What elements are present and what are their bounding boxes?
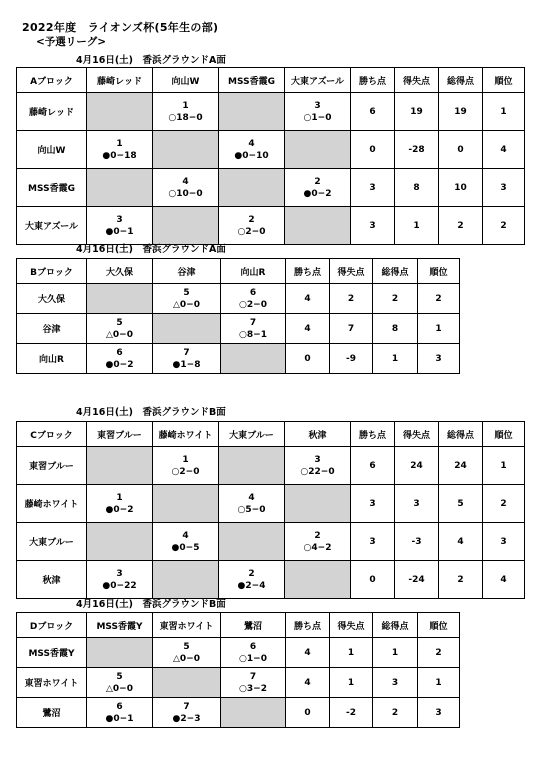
- block-label: Cブロック: [17, 422, 87, 447]
- match-cell: [221, 668, 286, 698]
- match-number: 2: [314, 176, 321, 187]
- rank-value: 1: [483, 447, 525, 485]
- self-match-cell: [153, 668, 221, 698]
- match-result: ○2−0: [171, 466, 200, 477]
- match-cell: [87, 207, 153, 245]
- goal-diff-value: 19: [395, 93, 439, 131]
- match-number: 7: [183, 347, 190, 358]
- match-cell: [153, 284, 221, 314]
- stat-header: 勝ち点: [286, 259, 330, 284]
- goal-diff-value: 1: [330, 668, 373, 698]
- self-match-cell: [285, 207, 351, 245]
- rank-value: 2: [418, 638, 460, 668]
- team-name: 谷津: [17, 314, 87, 344]
- match-cell: [221, 314, 286, 344]
- goals-for-value: 5: [439, 485, 483, 523]
- block-a-table: [16, 67, 525, 245]
- goals-for-value: 3: [373, 668, 418, 698]
- stat-header: 順位: [483, 68, 525, 93]
- points-value: 3: [351, 207, 395, 245]
- unplayed-cell: [87, 523, 153, 561]
- match-result: ●0−5: [171, 542, 200, 553]
- goal-diff-value: -9: [330, 344, 373, 374]
- match-result: ○8−1: [239, 329, 267, 340]
- goal-diff-value: 1: [395, 207, 439, 245]
- stat-header: 勝ち点: [286, 613, 330, 638]
- block-a-date: 4月16日(土) 香浜グラウンドA面: [76, 55, 226, 66]
- rank-value: 1: [418, 314, 460, 344]
- self-match-cell: [153, 485, 219, 523]
- match-cell: [285, 447, 351, 485]
- match-number: 4: [182, 530, 189, 541]
- opponent-header: 向山W: [153, 68, 219, 93]
- self-match-cell: [219, 523, 285, 561]
- match-result: △0−0: [173, 653, 200, 664]
- goals-for-value: 8: [373, 314, 418, 344]
- match-result: △0−0: [106, 683, 133, 694]
- unplayed-cell: [153, 207, 219, 245]
- team-name: 向山W: [17, 131, 87, 169]
- opponent-header: 藤崎レッド: [87, 68, 153, 93]
- match-cell: [153, 169, 219, 207]
- team-name: 大久保: [17, 284, 87, 314]
- match-cell: [87, 131, 153, 169]
- match-result: ○3−2: [239, 683, 267, 694]
- match-result: △0−0: [106, 329, 133, 340]
- points-value: 6: [351, 447, 395, 485]
- unplayed-cell: [285, 485, 351, 523]
- opponent-header: 大東ブルー: [219, 422, 285, 447]
- stat-header: 得失点: [330, 613, 373, 638]
- match-cell: [285, 523, 351, 561]
- match-number: 3: [116, 214, 123, 225]
- team-name: 大東ブルー: [17, 523, 87, 561]
- match-number: 1: [182, 100, 189, 111]
- goals-for-value: 1: [373, 638, 418, 668]
- goals-for-value: 4: [439, 523, 483, 561]
- goal-diff-value: 2: [330, 284, 373, 314]
- match-result: △0−0: [173, 299, 200, 310]
- rank-value: 3: [483, 523, 525, 561]
- unplayed-cell: [219, 447, 285, 485]
- goals-for-value: 0: [439, 131, 483, 169]
- table-row: [17, 314, 460, 344]
- goals-for-value: 2: [439, 207, 483, 245]
- goals-for-value: 2: [373, 284, 418, 314]
- match-number: 7: [183, 701, 190, 712]
- match-number: 5: [116, 317, 123, 328]
- match-cell: [219, 207, 285, 245]
- goals-for-value: 1: [373, 344, 418, 374]
- opponent-header: 大東アズール: [285, 68, 351, 93]
- opponent-header: MSS香霞Y: [87, 613, 153, 638]
- match-result: ○10−0: [168, 188, 203, 199]
- opponent-header: 東習ホワイト: [153, 613, 221, 638]
- match-cell: [285, 169, 351, 207]
- table-row: [17, 561, 525, 599]
- match-cell: [153, 698, 221, 728]
- self-match-cell: [87, 638, 153, 668]
- stat-header: 順位: [418, 259, 460, 284]
- self-match-cell: [221, 698, 286, 728]
- table-row: [17, 668, 460, 698]
- document-subtitle: <予選リーグ>: [36, 36, 107, 48]
- match-result: ○2−0: [237, 226, 266, 237]
- points-value: 4: [286, 668, 330, 698]
- match-cell: [219, 131, 285, 169]
- match-result: ○4−2: [303, 542, 332, 553]
- match-result: ●0−2: [303, 188, 332, 199]
- match-cell: [285, 93, 351, 131]
- table-row: [17, 207, 525, 245]
- match-cell: [221, 638, 286, 668]
- rank-value: 2: [483, 485, 525, 523]
- table-row: [17, 523, 525, 561]
- self-match-cell: [221, 344, 286, 374]
- team-name: 東習ブルー: [17, 447, 87, 485]
- table-row: [17, 344, 460, 374]
- match-number: 1: [116, 138, 123, 149]
- unplayed-cell: [219, 93, 285, 131]
- rank-value: 4: [483, 561, 525, 599]
- match-result: ○1−0: [303, 112, 332, 123]
- match-result: ●1−8: [172, 359, 201, 370]
- goal-diff-value: 24: [395, 447, 439, 485]
- match-result: ●0−1: [105, 713, 134, 724]
- match-cell: [221, 284, 286, 314]
- stat-header: 総得点: [373, 613, 418, 638]
- team-name: 秋津: [17, 561, 87, 599]
- match-result: ●0−2: [105, 359, 134, 370]
- block-c-date: 4月16日(土) 香浜グラウンドB面: [76, 407, 226, 418]
- goal-diff-value: 8: [395, 169, 439, 207]
- match-number: 3: [314, 454, 321, 465]
- points-value: 4: [286, 638, 330, 668]
- block-b-table: [16, 258, 460, 374]
- self-match-cell: [219, 169, 285, 207]
- match-number: 3: [116, 568, 123, 579]
- team-name: MSS香霞Y: [17, 638, 87, 668]
- document-title: 2022年度 ライオンズ杯(5年生の部): [22, 21, 219, 34]
- match-cell: [87, 485, 153, 523]
- match-cell: [153, 93, 219, 131]
- self-match-cell: [87, 93, 153, 131]
- goal-diff-value: 3: [395, 485, 439, 523]
- rank-value: 3: [418, 344, 460, 374]
- goals-for-value: 10: [439, 169, 483, 207]
- self-match-cell: [285, 561, 351, 599]
- table-row: [17, 485, 525, 523]
- rank-value: 3: [418, 698, 460, 728]
- table-row: [17, 93, 525, 131]
- goal-diff-value: -3: [395, 523, 439, 561]
- stat-header: 総得点: [439, 422, 483, 447]
- match-result: ●0−2: [105, 504, 134, 515]
- match-cell: [153, 344, 221, 374]
- match-result: ○5−0: [237, 504, 266, 515]
- block-c-table: [16, 421, 525, 599]
- stat-header: 順位: [483, 422, 525, 447]
- match-result: ○2−0: [239, 299, 267, 310]
- goals-for-value: 24: [439, 447, 483, 485]
- block-d-date: 4月16日(土) 香浜グラウンドB面: [76, 599, 226, 610]
- points-value: 3: [351, 523, 395, 561]
- match-number: 5: [116, 671, 123, 682]
- opponent-header: 藤崎ホワイト: [153, 422, 219, 447]
- team-name: MSS香霞G: [17, 169, 87, 207]
- match-number: 1: [182, 454, 189, 465]
- match-cell: [153, 523, 219, 561]
- opponent-header: MSS香霞G: [219, 68, 285, 93]
- match-result: ○22−0: [300, 466, 335, 477]
- points-value: 0: [351, 131, 395, 169]
- points-value: 3: [351, 169, 395, 207]
- match-number: 1: [116, 492, 123, 503]
- block-label: Dブロック: [17, 613, 87, 638]
- match-number: 5: [183, 287, 190, 298]
- goal-diff-value: 7: [330, 314, 373, 344]
- match-result: ○18−0: [168, 112, 203, 123]
- match-number: 2: [248, 568, 255, 579]
- table-row: [17, 131, 525, 169]
- points-value: 6: [351, 93, 395, 131]
- match-result: ●0−18: [102, 150, 137, 161]
- block-label: Aブロック: [17, 68, 87, 93]
- points-value: 4: [286, 284, 330, 314]
- team-name: 藤崎レッド: [17, 93, 87, 131]
- match-cell: [219, 485, 285, 523]
- match-cell: [87, 344, 153, 374]
- team-name: 藤崎ホワイト: [17, 485, 87, 523]
- points-value: 3: [351, 485, 395, 523]
- match-cell: [87, 668, 153, 698]
- points-value: 0: [286, 698, 330, 728]
- opponent-header: 鷺沼: [221, 613, 286, 638]
- block-label: Bブロック: [17, 259, 87, 284]
- match-result: ●2−3: [172, 713, 201, 724]
- match-cell: [219, 561, 285, 599]
- unplayed-cell: [87, 169, 153, 207]
- match-number: 4: [248, 492, 255, 503]
- stat-header: 勝ち点: [351, 422, 395, 447]
- match-result: ●0−1: [105, 226, 134, 237]
- match-cell: [87, 561, 153, 599]
- match-number: 6: [116, 701, 123, 712]
- rank-value: 3: [483, 169, 525, 207]
- match-number: 6: [116, 347, 123, 358]
- stat-header: 得失点: [395, 422, 439, 447]
- self-match-cell: [153, 131, 219, 169]
- match-result: ○1−0: [239, 653, 267, 664]
- match-cell: [87, 698, 153, 728]
- opponent-header: 向山R: [221, 259, 286, 284]
- opponent-header: 谷津: [153, 259, 221, 284]
- stat-header: 得失点: [395, 68, 439, 93]
- goal-diff-value: -28: [395, 131, 439, 169]
- rank-value: 1: [418, 668, 460, 698]
- match-number: 4: [182, 176, 189, 187]
- goal-diff-value: -2: [330, 698, 373, 728]
- match-number: 4: [248, 138, 255, 149]
- match-number: 3: [314, 100, 321, 111]
- unplayed-cell: [153, 561, 219, 599]
- match-cell: [153, 447, 219, 485]
- goals-for-value: 2: [439, 561, 483, 599]
- table-row: [17, 638, 460, 668]
- team-name: 東習ホワイト: [17, 668, 87, 698]
- goal-diff-value: 1: [330, 638, 373, 668]
- stat-header: 勝ち点: [351, 68, 395, 93]
- rank-value: 2: [483, 207, 525, 245]
- table-row: [17, 698, 460, 728]
- stat-header: 総得点: [373, 259, 418, 284]
- opponent-header: 大久保: [87, 259, 153, 284]
- match-result: ●2−4: [237, 580, 266, 591]
- opponent-header: 秋津: [285, 422, 351, 447]
- block-b-date: 4月16日(土) 香浜グラウンドA面: [76, 244, 226, 255]
- self-match-cell: [87, 284, 153, 314]
- table-row: [17, 284, 460, 314]
- points-value: 0: [286, 344, 330, 374]
- table-row: [17, 169, 525, 207]
- table-row: [17, 447, 525, 485]
- points-value: 4: [286, 314, 330, 344]
- match-number: 6: [249, 287, 257, 298]
- unplayed-cell: [285, 131, 351, 169]
- stat-header: 得失点: [330, 259, 373, 284]
- self-match-cell: [153, 314, 221, 344]
- match-result: ●0−22: [102, 580, 137, 591]
- match-number: 2: [248, 214, 255, 225]
- self-match-cell: [87, 447, 153, 485]
- match-result: ●0−10: [234, 150, 269, 161]
- rank-value: 2: [418, 284, 460, 314]
- stat-header: 順位: [418, 613, 460, 638]
- team-name: 鷺沼: [17, 698, 87, 728]
- rank-value: 1: [483, 93, 525, 131]
- rank-value: 4: [483, 131, 525, 169]
- block-d-table: [16, 612, 460, 728]
- match-number: 2: [314, 530, 321, 541]
- match-number: 5: [183, 641, 190, 652]
- team-name: 向山R: [17, 344, 87, 374]
- match-number: 7: [249, 317, 257, 328]
- points-value: 0: [351, 561, 395, 599]
- goal-diff-value: -24: [395, 561, 439, 599]
- goals-for-value: 19: [439, 93, 483, 131]
- match-cell: [153, 638, 221, 668]
- match-number: 7: [249, 671, 257, 682]
- team-name: 大東アズール: [17, 207, 87, 245]
- match-number: 6: [249, 641, 257, 652]
- goals-for-value: 2: [373, 698, 418, 728]
- match-cell: [87, 314, 153, 344]
- stat-header: 総得点: [439, 68, 483, 93]
- opponent-header: 東習ブルー: [87, 422, 153, 447]
